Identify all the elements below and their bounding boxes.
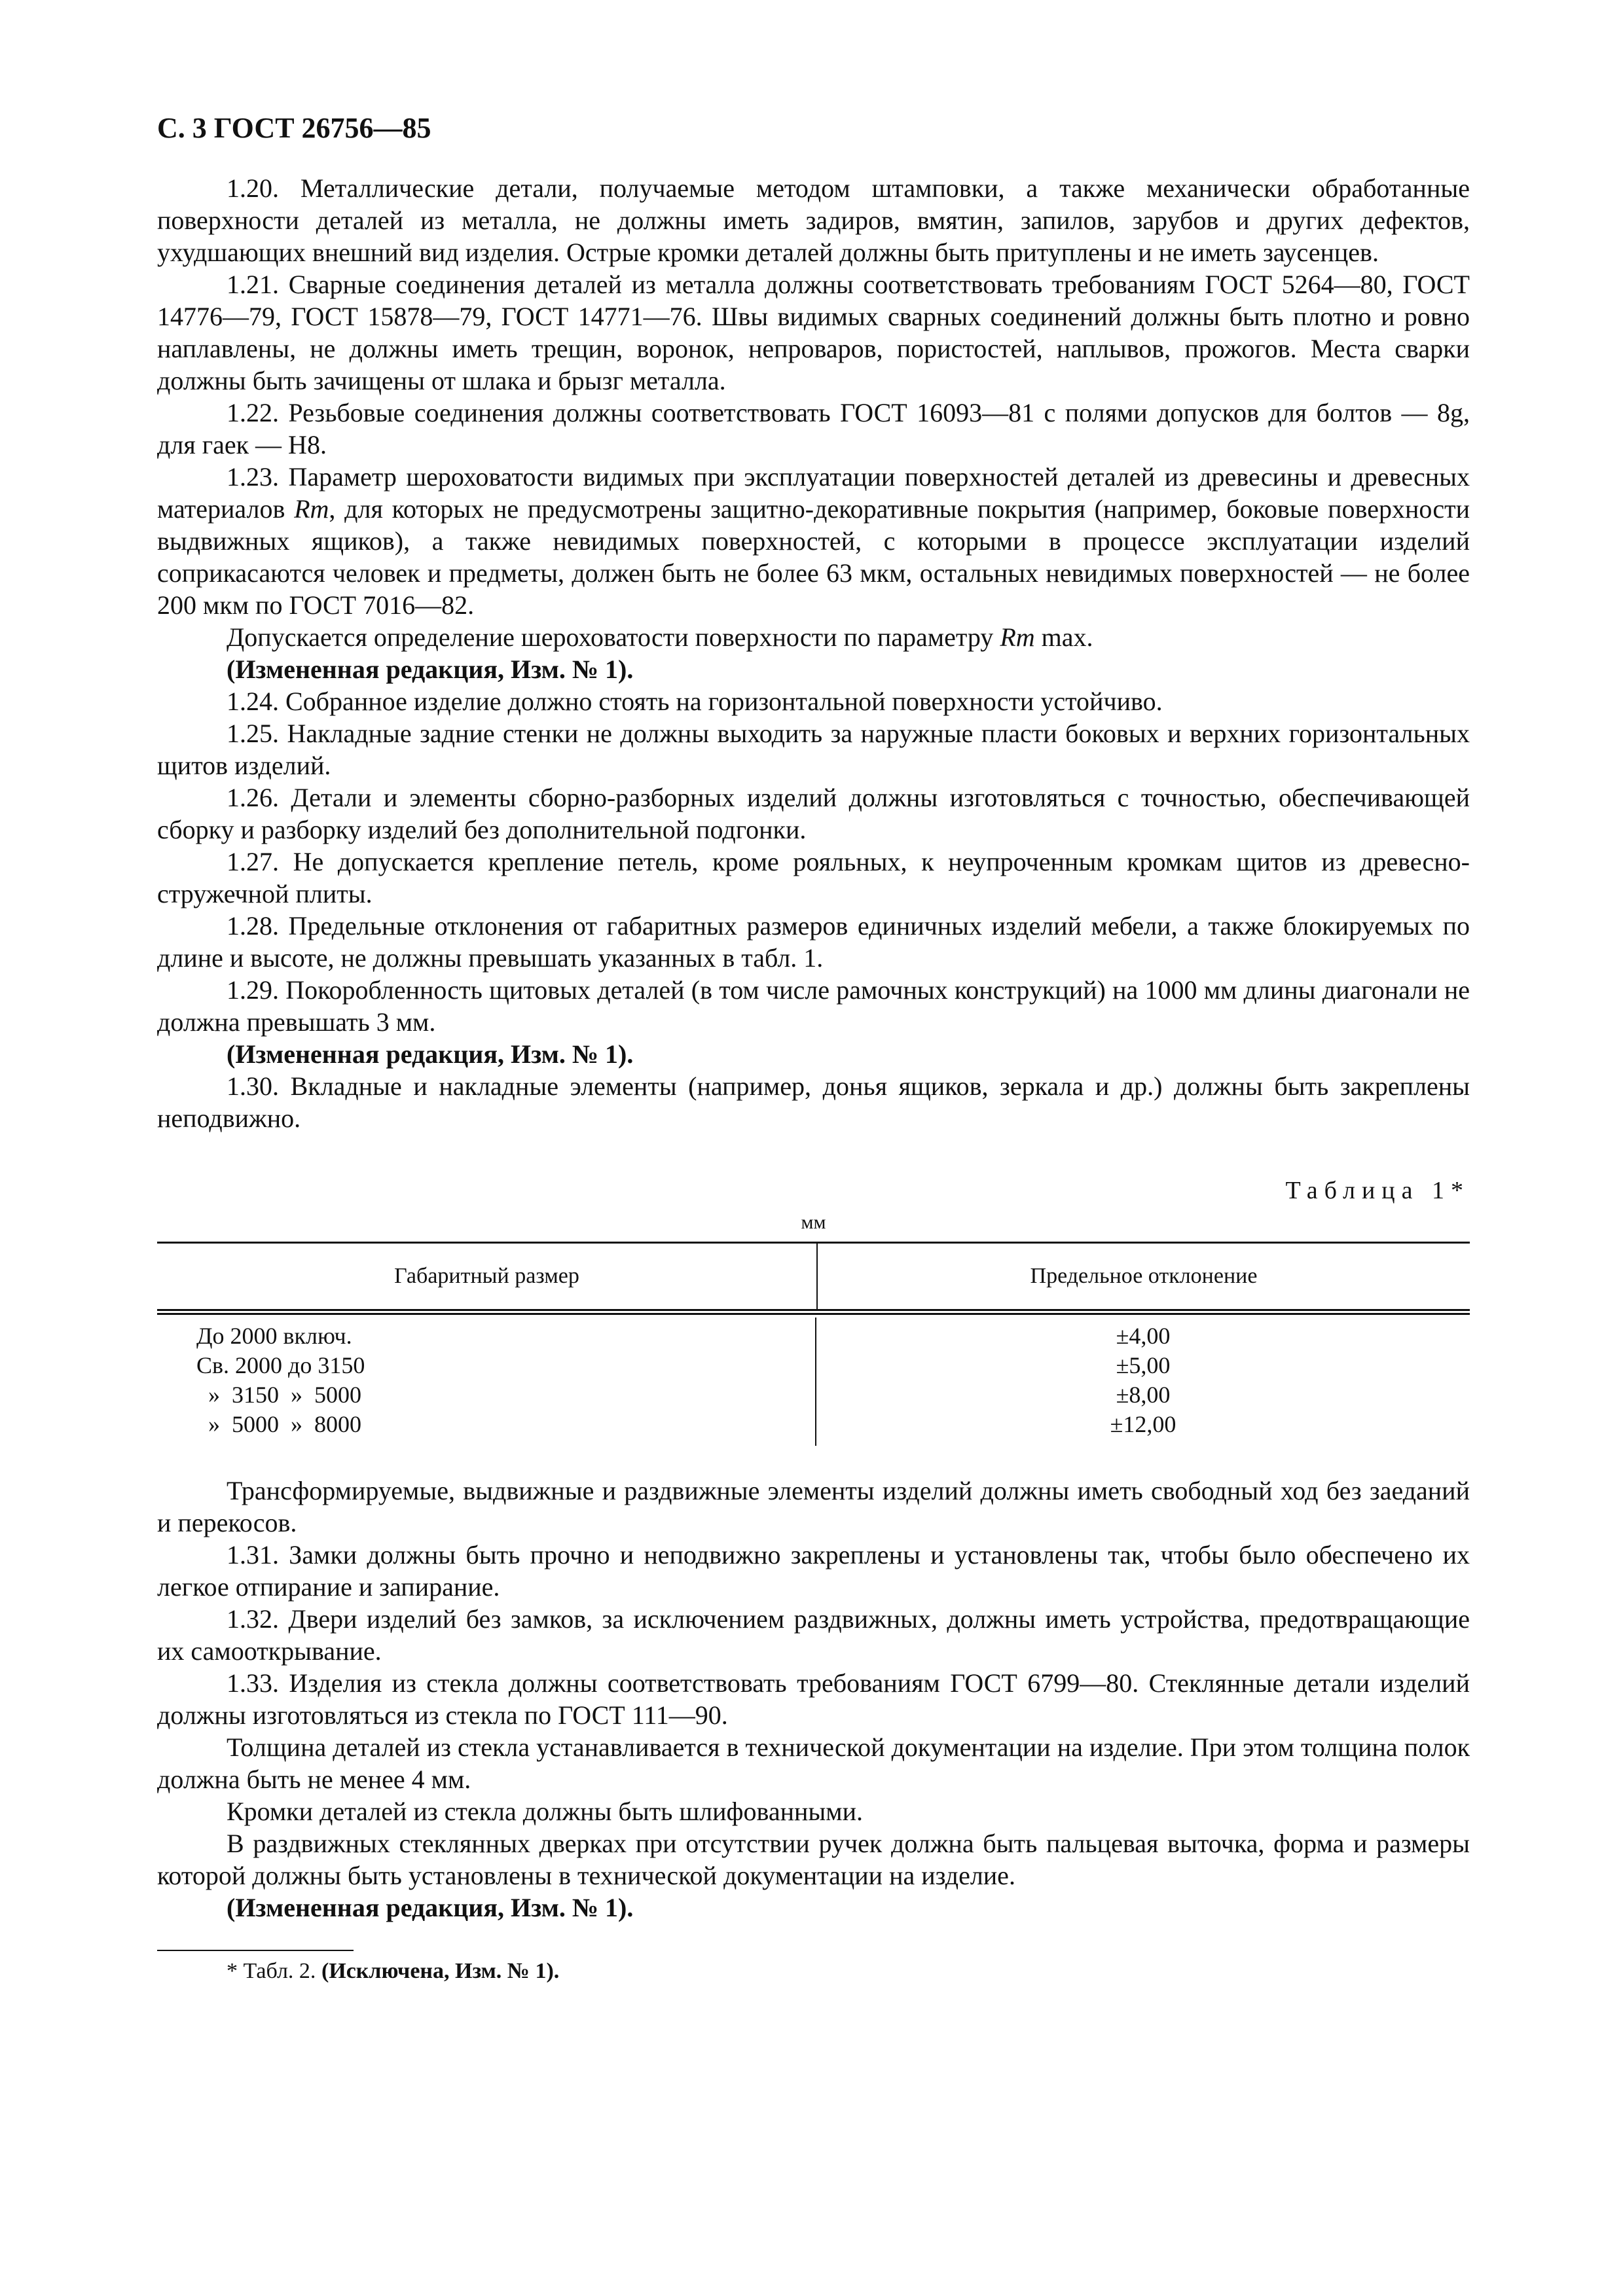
column-header-deviation: Предельное отклонение [1030, 1264, 1258, 1288]
column-header-size: Габаритный размер [157, 1244, 818, 1309]
table-cell-size: » 5000 » 8000 [196, 1411, 361, 1437]
amendment-note: (Измененная редакция, Изм. № 1). [227, 1039, 634, 1069]
body-text-continued [157, 1475, 1470, 1924]
paragraph-1-28: 1.28. Предельные отклонения от габаритных размеров единичных изделий мебели, а также блокируемых по длине и высоте, не должны превышать указанных в табл. 1. [157, 911, 1470, 973]
amendment-note: (Измененная редакция, Изм. № 1). [227, 655, 634, 684]
footnote-divider [157, 1950, 354, 1951]
paragraph-1-29: 1.29. Покоробленность щитовых деталей (в том числе рамочных конструкций) на 1000 мм длины диагонали не должна превышать 3 мм. [157, 975, 1470, 1037]
table-cell-deviation: ±8,00 [1116, 1382, 1171, 1408]
body-text [157, 172, 1470, 1134]
page-header: С. 3 ГОСТ 26756—85 [157, 112, 431, 144]
table-cell-deviation: ±5,00 [1116, 1352, 1171, 1378]
paragraph-1-25: 1.25. Накладные задние стенки не должны выходить за наружные пласти боковых и верхних горизонтальных щитов изделий. [157, 719, 1470, 780]
paragraph-1-26: 1.26. Детали и элементы сборно-разборных изделий должны изготовляться с точностью, обеспечивающей сборку и разборку изделий без дополнительной подгонки. [157, 783, 1470, 844]
paragraph-glass-thickness: Толщина деталей из стекла устанавливается в технической документации на изделие. При этом толщина полок должна быть не менее 4 мм. [157, 1732, 1470, 1794]
paragraph-1-24: 1.24. Собранное изделие должно стоять на горизонтальной поверхности устойчиво. [227, 687, 1163, 716]
paragraph-1-21: 1.21. Сварные соединения деталей из металла должны соответствовать требованиям ГОСТ 5264—80, ГОСТ 14776—79, ГОСТ 15878—79, ГОСТ 14771—76. Швы видимых сварных соединений должны быть плотно и ровно наплавлены, не должны иметь трещин, воронок, непроваров, пористостей, наплывов, прожогов. Места сварки должны быть зачищены от шлака и брызг металла. [157, 270, 1470, 395]
size-column [157, 1318, 816, 1446]
paragraph-1-20: 1.20. Металлические детали, получаемые методом штамповки, а также механически обработанные поверхности деталей из металла, не должны иметь задиров, вмятин, запилов, зарубов и других дефектов, ухудшающих внешний вид изделия. Острые кромки деталей должны быть притуплены и не иметь заусенцев. [157, 173, 1470, 267]
paragraph-1-23: 1.23. Параметр шероховатости видимых при эксплуатации поверхностей деталей из древесины и древесных материалов Rm, для которых не предусмотрены защитно-декоративные покрытия (например, боковые поверхности выдвижных ящиков), а также невидимых поверхностей, с которыми в процессе эксплуатации изделий соприкасаются человек и предметы, должен быть не более 63 мкм, остальных невидимых поверхностей — не более 200 мкм по ГОСТ 7016—82. [157, 462, 1470, 620]
paragraph-transformable: Трансформируемые, выдвижные и раздвижные элементы изделий должны иметь свободный ход без заеданий и перекосов. [157, 1476, 1470, 1537]
paragraph-1-27: 1.27. Не допускается крепление петель, кроме рояльных, к неупроченным кромкам щитов из древесно-стружечной плиты. [157, 847, 1470, 908]
table-unit: мм [801, 1211, 826, 1233]
footnote: * Табл. 2. (Исключена, Изм. № 1). [227, 1959, 560, 1983]
paragraph-1-30: 1.30. Вкладные и накладные элементы (например, донья ящиков, зеркала и др.) должны быть закреплены неподвижно. [157, 1071, 1470, 1133]
deviation-column [816, 1318, 1470, 1446]
paragraph-1-23-note: Допускается определение шероховатости поверхности по параметру Rm max. [227, 622, 1093, 652]
document-page [157, 111, 1470, 1984]
table-cell-size: » 3150 » 5000 [196, 1382, 361, 1408]
paragraph-sliding-doors: В раздвижных стеклянных дверках при отсутствии ручек должна быть пальцевая выточка, форма и размеры которой должны быть установлены в технической документации на изделие. [157, 1829, 1470, 1890]
paragraph-1-32: 1.32. Двери изделий без замков, за исключением раздвижных, должны иметь устройства, предотвращающие их самооткрывание. [157, 1604, 1470, 1666]
table-body [157, 1315, 1470, 1446]
paragraph-1-31: 1.31. Замки должны быть прочно и неподвижно закреплены и установлены так, чтобы было обеспечено их легкое отпирание и запирание. [157, 1540, 1470, 1602]
paragraph-glass-edges: Кромки деталей из стекла должны быть шлифованными. [227, 1797, 863, 1826]
table-cell-deviation: ±4,00 [1116, 1323, 1171, 1349]
amendment-note: (Измененная редакция, Изм. № 1). [227, 1893, 634, 1922]
table-cell-size: Св. 2000 до 3150 [196, 1352, 365, 1378]
table-header [157, 1244, 1470, 1311]
tolerance-table [157, 1242, 1470, 1446]
paragraph-1-33: 1.33. Изделия из стекла должны соответствовать требованиям ГОСТ 6799—80. Стеклянные детали изделий должны изготовляться из стекла по ГОСТ 111—90. [157, 1668, 1470, 1730]
table-cell-size: До 2000 включ. [196, 1323, 352, 1349]
paragraph-1-22: 1.22. Резьбовые соединения должны соответствовать ГОСТ 16093—81 с полями допусков для болтов — 8g, для гаек — H8. [157, 398, 1470, 459]
table-cell-deviation: ±12,00 [1110, 1411, 1176, 1437]
table-title: Таблица 1* [1285, 1177, 1470, 1204]
table-header-double-rule [157, 1310, 1470, 1315]
